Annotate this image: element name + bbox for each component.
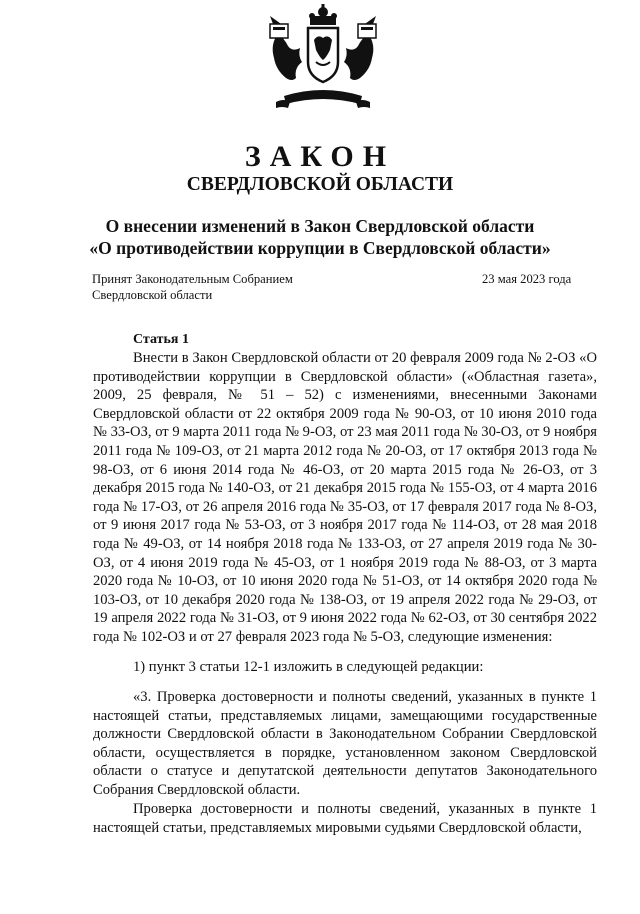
amendment-item-1 xyxy=(93,658,597,677)
quoted-paragraph-1-text: «3. Проверка достоверности и полноты сведений, указанных в пункте 1 настоящей статьи, представляемых лицами, замещающими государственные должности Свердловской области в Законодательном Собрании Свердловской области, осуществляется в порядке, установленном законом Свердловской области о статусе и депутатской деятельности депутатов Законодательного Собрания Свердловской области. xyxy=(93,689,597,798)
coat-of-arms-icon xyxy=(248,4,398,116)
article-heading: Статья 1 xyxy=(133,332,189,347)
quoted-paragraph-2-text: Проверка достоверности и полноты сведений, указанных в пункте 1 настоящей статьи, представляемых мировыми судьями Свердловской области, xyxy=(93,801,597,836)
law-subject-line-1: О внесении изменений в Закон Свердловской области xyxy=(105,216,535,236)
quoted-paragraph-2 xyxy=(93,800,597,837)
article-intro-text: Внести в Закон Свердловской области от 20 февраля 2009 года № 2-ОЗ «О противодействии коррупции в Свердловской области» («Областная газета», 2009, 25 февраля, № 51 – 52) с изменениями, внесенными Законами Свердловской области от 22 октября 2009 года № 90-ОЗ, от 10 июня 2010 года № 33-ОЗ, от 9 марта 2011 года № 9-ОЗ, от 23 мая 2011 года № 30-ОЗ, от 9 ноября 2011 года № 109-ОЗ, от 21 марта 2012 года № 20-ОЗ, от 17 октября 2013 года № 98-ОЗ, от 6 июня 2014 года № 46-ОЗ, от 20 марта 2015 года № 26-ОЗ, от 3 декабря 2015 года № 140-ОЗ, от 21 декабря 2015 года № 155-ОЗ, от 4 марта 2016 года № 17-ОЗ, от 26 апреля 2016 года № 35-ОЗ, от 17 февраля 2017 года № 8-ОЗ, от 9 июня 2017 года № 53-ОЗ, от 3 ноября 2017 года № 114-ОЗ, от 28 мая 2018 года № 49-ОЗ, от 14 ноября 2018 года № 133-ОЗ, от 27 апреля 2019 года № 30-ОЗ, от 4 июня 2019 года № 45-ОЗ, от 1 ноября 2019 года № 88-ОЗ, от 3 марта 2020 года № 10-ОЗ, от 10 июня 2020 года № 51-ОЗ, от 14 октября 2020 года № 103-ОЗ, от 10 декабря 2020 года № 138-ОЗ, от 19 апреля 2022 года № 29-ОЗ, от 19 апреля 2022 года № 31-ОЗ, от 9 июня 2022 года № 62-ОЗ, от 30 сентября 2022 года № 102-ОЗ и от 27 февраля 2023 года № 5-ОЗ, следующие изменения: xyxy=(93,350,597,645)
adopted-by xyxy=(92,271,293,303)
adoption-date: 23 мая 2023 года xyxy=(482,272,572,286)
law-subject xyxy=(0,215,640,259)
adopted-by-line-1: Принят Законодательным Собранием xyxy=(92,272,293,286)
article-intro-paragraph xyxy=(93,349,597,647)
law-title: ЗАКОН xyxy=(244,140,396,173)
law-subject-line-2: «О противодействии коррупции в Свердловской области» xyxy=(89,238,551,258)
adopted-by-line-2: Свердловской области xyxy=(92,288,213,302)
region-title: СВЕРДЛОВСКОЙ ОБЛАСТИ xyxy=(186,174,454,195)
amendment-item-1-text: 1) пункт 3 статьи 12-1 изложить в следующей редакции: xyxy=(133,659,484,675)
quoted-paragraph-1 xyxy=(93,688,597,800)
